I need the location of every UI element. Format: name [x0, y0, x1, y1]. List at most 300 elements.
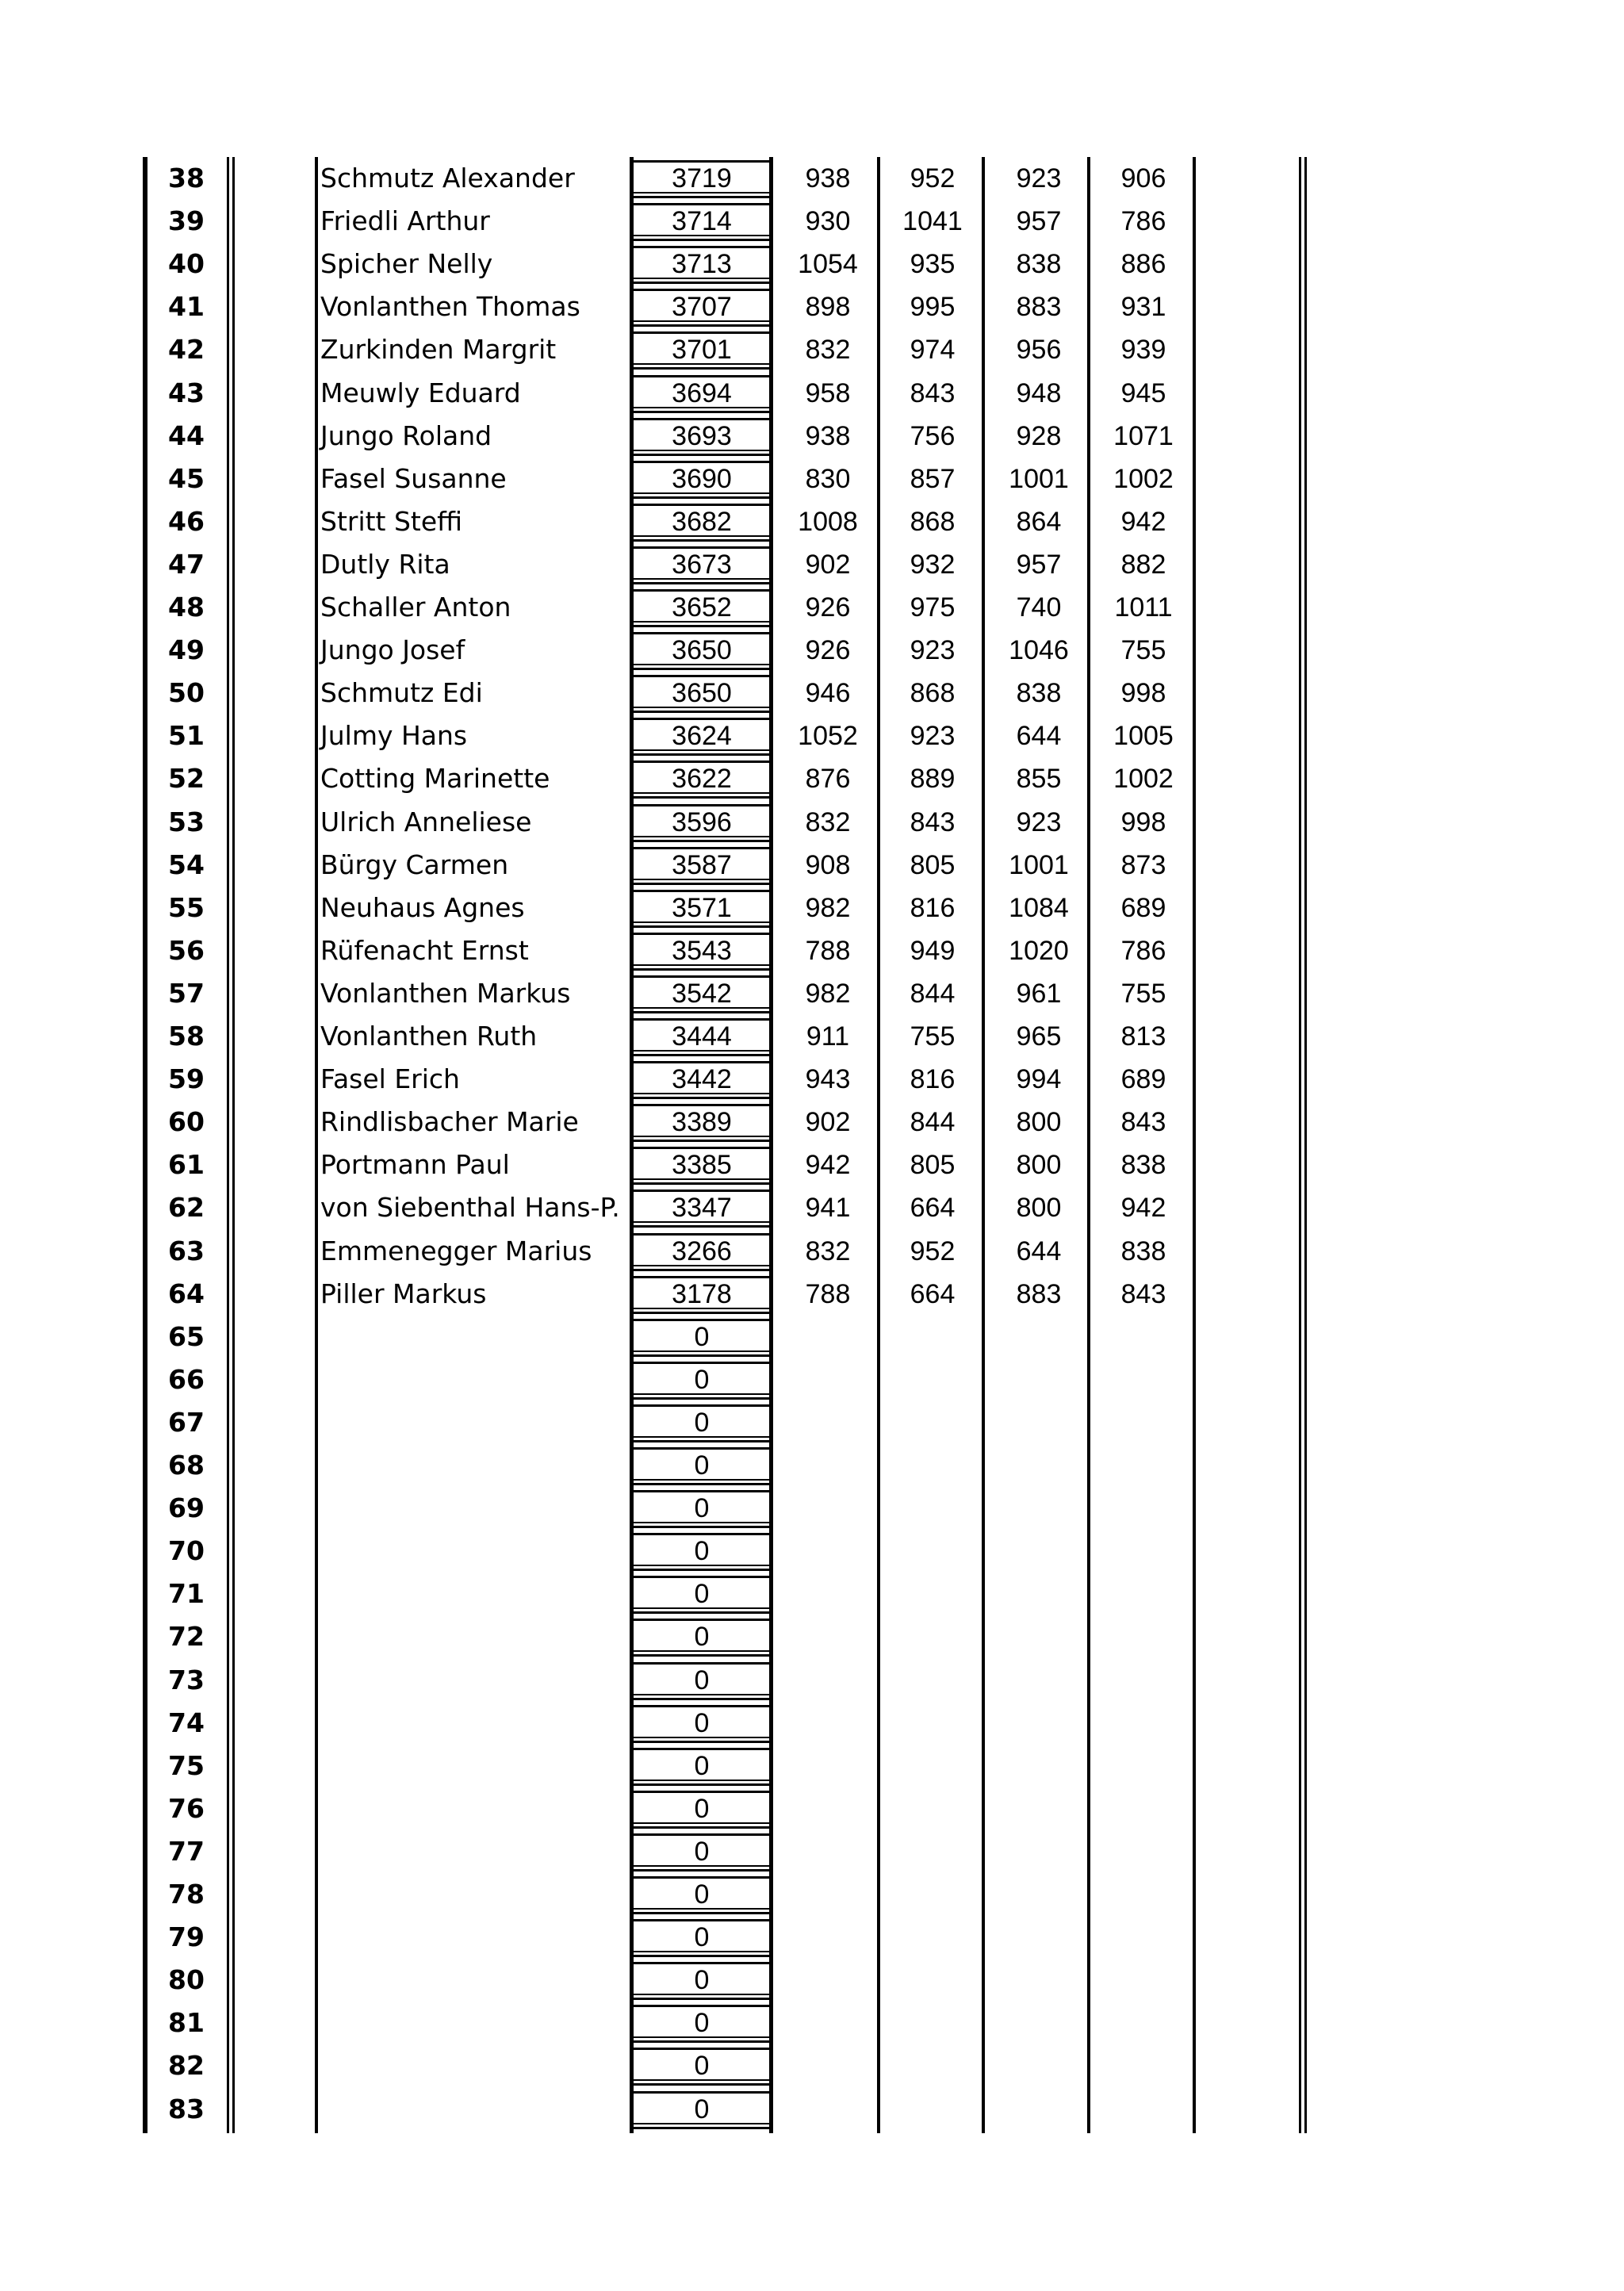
score-2-cell: 932 — [910, 549, 956, 580]
table-row — [0, 801, 1624, 844]
table-row — [0, 2044, 1624, 2087]
rank-cell: 56 — [168, 934, 205, 966]
total-cell: 0 — [694, 1450, 710, 1481]
score-1-cell — [780, 1358, 875, 1401]
score-2-cell: 843 — [910, 377, 956, 408]
rank-cell: 67 — [168, 1406, 205, 1438]
table-row — [0, 672, 1624, 715]
score-1-cell — [780, 1615, 875, 1658]
score-2-cell — [885, 1487, 980, 1530]
score-1-cell: 908 — [805, 849, 851, 880]
score-4-cell: 1002 — [1113, 463, 1174, 494]
score-3-cell — [991, 1530, 1086, 1573]
rank-cell: 68 — [168, 1450, 205, 1481]
score-3-cell: 855 — [1016, 764, 1062, 795]
total-cell: 3178 — [672, 1278, 732, 1309]
score-3-cell — [991, 1316, 1086, 1358]
table-row — [0, 1959, 1624, 2002]
rank-cell: 64 — [168, 1278, 205, 1309]
score-2-cell: 843 — [910, 806, 956, 837]
table-row — [0, 2088, 1624, 2131]
name-cell: Rüfenacht Ernst — [320, 934, 529, 966]
name-cell: Dutly Rita — [320, 548, 450, 580]
score-1-cell: 982 — [805, 978, 851, 1009]
rank-cell: 58 — [168, 1021, 205, 1052]
table-row — [0, 500, 1624, 543]
total-cell: 3347 — [672, 1193, 732, 1224]
total-cell: 0 — [694, 1836, 710, 1867]
table-row — [0, 1659, 1624, 1702]
rank-cell: 63 — [168, 1235, 205, 1266]
name-cell — [320, 1316, 622, 1358]
rank-cell: 61 — [168, 1149, 205, 1181]
rank-cell: 62 — [168, 1192, 205, 1224]
name-cell: Schaller Anton — [320, 592, 511, 623]
score-2-cell: 952 — [910, 1236, 956, 1266]
total-cell: 0 — [694, 2094, 710, 2124]
score-1-cell: 946 — [805, 678, 851, 709]
table-row — [0, 1830, 1624, 1873]
score-4-cell: 1005 — [1113, 721, 1174, 752]
score-4-cell: 998 — [1120, 678, 1166, 709]
rank-cell: 46 — [168, 505, 205, 537]
score-3-cell: 1084 — [1009, 892, 1069, 923]
total-cell: 3571 — [672, 892, 732, 923]
table-row — [0, 285, 1624, 328]
table-row — [0, 1787, 1624, 1830]
score-3-cell: 800 — [1016, 1107, 1062, 1138]
score-4-cell — [1096, 1873, 1191, 1916]
table-row — [0, 1487, 1624, 1530]
total-cell: 3385 — [672, 1150, 732, 1181]
score-1-cell — [780, 1659, 875, 1702]
name-cell: Schmutz Edi — [320, 677, 483, 709]
score-3-cell: 957 — [1016, 206, 1062, 237]
name-cell: Julmy Hans — [320, 720, 468, 752]
score-4-cell: 906 — [1120, 163, 1166, 193]
name-cell — [320, 1659, 622, 1702]
name-cell — [320, 2088, 622, 2131]
score-1-cell: 788 — [805, 1278, 851, 1309]
rank-cell: 47 — [168, 548, 205, 580]
score-4-cell: 843 — [1120, 1107, 1166, 1138]
score-2-cell — [885, 2002, 980, 2044]
total-cell: 0 — [694, 1579, 710, 1610]
name-cell — [320, 1615, 622, 1658]
rank-cell: 49 — [168, 634, 205, 666]
score-3-cell: 800 — [1016, 1150, 1062, 1181]
score-2-cell: 974 — [910, 335, 956, 366]
score-1-cell — [780, 2044, 875, 2087]
total-cell: 0 — [694, 1707, 710, 1738]
total-cell: 3673 — [672, 549, 732, 580]
score-3-cell — [991, 1873, 1086, 1916]
score-3-cell: 838 — [1016, 678, 1062, 709]
name-cell: Cotting Marinette — [320, 763, 550, 795]
score-4-cell: 786 — [1120, 206, 1166, 237]
total-cell: 0 — [694, 1922, 710, 1953]
table-row — [0, 929, 1624, 972]
name-cell — [320, 1573, 622, 1615]
rank-cell: 69 — [168, 1492, 205, 1524]
table-row — [0, 715, 1624, 757]
total-cell: 0 — [694, 2051, 710, 2082]
score-4-cell — [1096, 2044, 1191, 2087]
rank-cell: 38 — [168, 163, 205, 193]
score-1-cell — [780, 1873, 875, 1916]
score-1-cell: 876 — [805, 764, 851, 795]
score-4-cell — [1096, 1659, 1191, 1702]
table-row — [0, 757, 1624, 800]
total-cell: 0 — [694, 1965, 710, 1996]
score-1-cell: 943 — [805, 1064, 851, 1095]
score-3-cell — [991, 1401, 1086, 1444]
score-4-cell: 689 — [1120, 1064, 1166, 1095]
score-4-cell: 838 — [1120, 1236, 1166, 1266]
score-3-cell: 923 — [1016, 806, 1062, 837]
score-1-cell: 926 — [805, 635, 851, 666]
score-1-cell — [780, 1573, 875, 1615]
table-row — [0, 1573, 1624, 1615]
score-2-cell: 995 — [910, 292, 956, 323]
rank-cell: 73 — [168, 1664, 205, 1695]
table-row — [0, 1101, 1624, 1144]
rank-cell: 65 — [168, 1320, 205, 1352]
score-2-cell — [885, 1702, 980, 1745]
score-3-cell — [991, 1702, 1086, 1745]
score-2-cell — [885, 1787, 980, 1830]
table-row — [0, 972, 1624, 1015]
score-1-cell: 938 — [805, 420, 851, 451]
table-row — [0, 844, 1624, 887]
score-1-cell — [780, 1401, 875, 1444]
name-cell — [320, 1916, 622, 1959]
score-4-cell — [1096, 1916, 1191, 1959]
score-2-cell: 868 — [910, 506, 956, 537]
rank-cell: 71 — [168, 1578, 205, 1610]
name-cell: Vonlanthen Thomas — [320, 291, 580, 323]
score-3-cell — [991, 1358, 1086, 1401]
score-4-cell: 689 — [1120, 892, 1166, 923]
score-2-cell — [885, 1959, 980, 2002]
table-row — [0, 1273, 1624, 1316]
total-cell: 0 — [694, 1321, 710, 1352]
name-cell — [320, 1702, 622, 1745]
name-cell — [320, 2044, 622, 2087]
score-2-cell: 844 — [910, 1107, 956, 1138]
table-row — [0, 328, 1624, 371]
total-cell: 3542 — [672, 978, 732, 1009]
total-cell: 3543 — [672, 935, 732, 966]
score-2-cell — [885, 1659, 980, 1702]
rank-cell: 50 — [168, 677, 205, 709]
score-4-cell: 942 — [1120, 1193, 1166, 1224]
total-cell: 3707 — [672, 292, 732, 323]
score-1-cell — [780, 1487, 875, 1530]
name-cell: Fasel Erich — [320, 1063, 460, 1095]
score-2-cell: 975 — [910, 592, 956, 623]
score-1-cell: 832 — [805, 806, 851, 837]
score-3-cell — [991, 1444, 1086, 1487]
rank-cell: 39 — [168, 205, 205, 237]
score-4-cell — [1096, 1358, 1191, 1401]
table-row — [0, 157, 1624, 200]
score-3-cell — [991, 2088, 1086, 2131]
table-row — [0, 458, 1624, 500]
score-4-cell — [1096, 1401, 1191, 1444]
rank-cell: 52 — [168, 763, 205, 795]
score-3-cell: 1001 — [1009, 463, 1069, 494]
name-cell: Neuhaus Agnes — [320, 891, 525, 923]
score-4-cell — [1096, 1830, 1191, 1873]
total-cell: 0 — [694, 1750, 710, 1781]
total-cell: 3690 — [672, 463, 732, 494]
score-1-cell — [780, 1444, 875, 1487]
table-row — [0, 1144, 1624, 1186]
score-3-cell: 1046 — [1009, 635, 1069, 666]
name-cell — [320, 1787, 622, 1830]
score-1-cell: 832 — [805, 335, 851, 366]
score-3-cell: 800 — [1016, 1193, 1062, 1224]
score-2-cell: 935 — [910, 249, 956, 280]
score-4-cell — [1096, 1745, 1191, 1787]
score-4-cell: 998 — [1120, 806, 1166, 837]
score-4-cell: 945 — [1120, 377, 1166, 408]
total-cell: 0 — [694, 1622, 710, 1653]
score-3-cell: 883 — [1016, 292, 1062, 323]
score-1-cell: 938 — [805, 163, 851, 193]
score-2-cell: 868 — [910, 678, 956, 709]
score-1-cell: 1052 — [798, 721, 858, 752]
total-cell: 3652 — [672, 592, 732, 623]
table-row — [0, 1186, 1624, 1229]
score-2-cell: 805 — [910, 1150, 956, 1181]
rank-cell: 42 — [168, 334, 205, 366]
score-1-cell: 958 — [805, 377, 851, 408]
table-row — [0, 1401, 1624, 1444]
score-3-cell: 957 — [1016, 549, 1062, 580]
score-4-cell: 873 — [1120, 849, 1166, 880]
total-cell: 0 — [694, 1407, 710, 1438]
name-cell: Jungo Josef — [320, 634, 465, 666]
name-cell: Jungo Roland — [320, 420, 492, 451]
score-3-cell — [991, 1745, 1086, 1787]
total-cell: 3389 — [672, 1107, 732, 1138]
score-4-cell — [1096, 1702, 1191, 1745]
score-2-cell — [885, 1316, 980, 1358]
table-row — [0, 1358, 1624, 1401]
total-cell: 3682 — [672, 506, 732, 537]
rank-cell: 41 — [168, 291, 205, 323]
name-cell: Schmutz Alexander — [320, 163, 575, 193]
score-3-cell — [991, 2002, 1086, 2044]
rank-cell: 66 — [168, 1363, 205, 1395]
score-4-cell: 1002 — [1113, 764, 1174, 795]
score-4-cell — [1096, 1573, 1191, 1615]
rank-cell: 72 — [168, 1621, 205, 1653]
score-3-cell: 644 — [1016, 1236, 1062, 1266]
name-cell: Vonlanthen Markus — [320, 977, 571, 1009]
score-1-cell: 941 — [805, 1193, 851, 1224]
name-cell: Piller Markus — [320, 1278, 487, 1309]
table-row — [0, 629, 1624, 672]
table-row — [0, 243, 1624, 285]
rank-cell: 60 — [168, 1106, 205, 1138]
score-3-cell: 956 — [1016, 335, 1062, 366]
score-4-cell: 755 — [1120, 978, 1166, 1009]
score-1-cell: 982 — [805, 892, 851, 923]
rank-cell: 80 — [168, 1964, 205, 1996]
table-row — [0, 1230, 1624, 1273]
score-3-cell — [991, 1573, 1086, 1615]
total-cell: 3701 — [672, 335, 732, 366]
name-cell — [320, 1401, 622, 1444]
score-2-cell: 844 — [910, 978, 956, 1009]
table-row — [0, 1316, 1624, 1358]
score-1-cell — [780, 1916, 875, 1959]
score-3-cell: 838 — [1016, 249, 1062, 280]
score-2-cell — [885, 2044, 980, 2087]
rank-cell: 79 — [168, 1921, 205, 1953]
score-2-cell — [885, 1830, 980, 1873]
score-1-cell — [780, 1830, 875, 1873]
score-2-cell: 889 — [910, 764, 956, 795]
score-1-cell — [780, 2088, 875, 2131]
score-4-cell — [1096, 1316, 1191, 1358]
table-row — [0, 1873, 1624, 1916]
score-1-cell — [780, 1316, 875, 1358]
score-2-cell: 1041 — [902, 206, 963, 237]
score-2-cell — [885, 1916, 980, 1959]
name-cell: Spicher Nelly — [320, 248, 493, 280]
score-4-cell: 882 — [1120, 549, 1166, 580]
score-1-cell: 911 — [806, 1021, 850, 1052]
score-3-cell: 994 — [1016, 1064, 1062, 1095]
score-2-cell: 949 — [910, 935, 956, 966]
score-1-cell — [780, 1959, 875, 2002]
score-4-cell: 843 — [1120, 1278, 1166, 1309]
rank-cell: 40 — [168, 248, 205, 280]
total-cell: 0 — [694, 2008, 710, 2039]
score-4-cell: 813 — [1120, 1021, 1166, 1052]
score-2-cell — [885, 1745, 980, 1787]
total-cell: 3587 — [672, 849, 732, 880]
rank-cell: 55 — [168, 891, 205, 923]
rank-cell: 48 — [168, 592, 205, 623]
score-3-cell — [991, 1787, 1086, 1830]
score-4-cell: 838 — [1120, 1150, 1166, 1181]
rank-cell: 78 — [168, 1879, 205, 1910]
total-cell: 3650 — [672, 678, 732, 709]
rank-cell: 57 — [168, 977, 205, 1009]
name-cell — [320, 1873, 622, 1916]
score-2-cell: 923 — [910, 635, 956, 666]
score-3-cell: 644 — [1016, 721, 1062, 752]
score-3-cell: 1001 — [1009, 849, 1069, 880]
score-1-cell: 942 — [805, 1150, 851, 1181]
total-cell: 3719 — [672, 163, 732, 193]
name-cell — [320, 1745, 622, 1787]
score-4-cell: 942 — [1120, 506, 1166, 537]
score-3-cell: 864 — [1016, 506, 1062, 537]
score-1-cell: 832 — [805, 1236, 851, 1266]
score-3-cell — [991, 1959, 1086, 2002]
score-3-cell: 928 — [1016, 420, 1062, 451]
total-cell: 3713 — [672, 249, 732, 280]
rank-cell: 59 — [168, 1063, 205, 1095]
score-2-cell — [885, 1530, 980, 1573]
score-1-cell: 902 — [805, 549, 851, 580]
name-cell — [320, 1444, 622, 1487]
score-1-cell: 1008 — [798, 506, 858, 537]
name-cell — [320, 1530, 622, 1573]
total-cell: 0 — [694, 1879, 710, 1910]
score-4-cell — [1096, 1787, 1191, 1830]
table-row — [0, 372, 1624, 415]
score-3-cell — [991, 2044, 1086, 2087]
score-4-cell — [1096, 1959, 1191, 2002]
table-row — [0, 1615, 1624, 1658]
name-cell: von Siebenthal Hans-P. — [320, 1192, 620, 1224]
score-3-cell: 923 — [1016, 163, 1062, 193]
name-cell — [320, 1830, 622, 1873]
rank-cell: 70 — [168, 1535, 205, 1567]
rank-cell: 77 — [168, 1835, 205, 1867]
score-4-cell — [1096, 1444, 1191, 1487]
table-row — [0, 1444, 1624, 1487]
score-1-cell — [780, 1530, 875, 1573]
name-cell: Zurkinden Margrit — [320, 334, 557, 366]
score-1-cell: 930 — [805, 206, 851, 237]
rank-cell: 74 — [168, 1707, 205, 1738]
score-4-cell: 786 — [1120, 935, 1166, 966]
name-cell: Fasel Susanne — [320, 462, 507, 494]
score-4-cell: 1071 — [1113, 420, 1174, 451]
total-cell: 3693 — [672, 420, 732, 451]
name-cell: Stritt Steffi — [320, 505, 463, 537]
score-4-cell: 939 — [1120, 335, 1166, 366]
total-cell: 0 — [694, 1793, 710, 1824]
name-cell — [320, 1487, 622, 1530]
score-4-cell: 931 — [1120, 292, 1166, 323]
total-cell: 3650 — [672, 635, 732, 666]
table-row — [0, 887, 1624, 929]
total-cell: 3624 — [672, 721, 732, 752]
score-3-cell: 1020 — [1009, 935, 1069, 966]
name-cell — [320, 2002, 622, 2044]
table-row — [0, 1058, 1624, 1101]
rank-cell: 44 — [168, 420, 205, 451]
score-2-cell: 923 — [910, 721, 956, 752]
rank-cell: 43 — [168, 377, 205, 408]
table-row — [0, 2002, 1624, 2044]
total-cell: 3444 — [672, 1021, 732, 1052]
score-2-cell: 952 — [910, 163, 956, 193]
rank-cell: 54 — [168, 849, 205, 880]
score-3-cell: 961 — [1016, 978, 1062, 1009]
table-row — [0, 1015, 1624, 1058]
name-cell: Ulrich Anneliese — [320, 806, 532, 837]
score-2-cell: 816 — [910, 892, 956, 923]
score-4-cell: 886 — [1120, 249, 1166, 280]
name-cell: Rindlisbacher Marie — [320, 1106, 579, 1138]
score-2-cell: 664 — [910, 1193, 956, 1224]
score-4-cell: 755 — [1120, 635, 1166, 666]
score-1-cell — [780, 2002, 875, 2044]
total-cell: 0 — [694, 1536, 710, 1567]
table-row — [0, 543, 1624, 586]
score-2-cell — [885, 1573, 980, 1615]
